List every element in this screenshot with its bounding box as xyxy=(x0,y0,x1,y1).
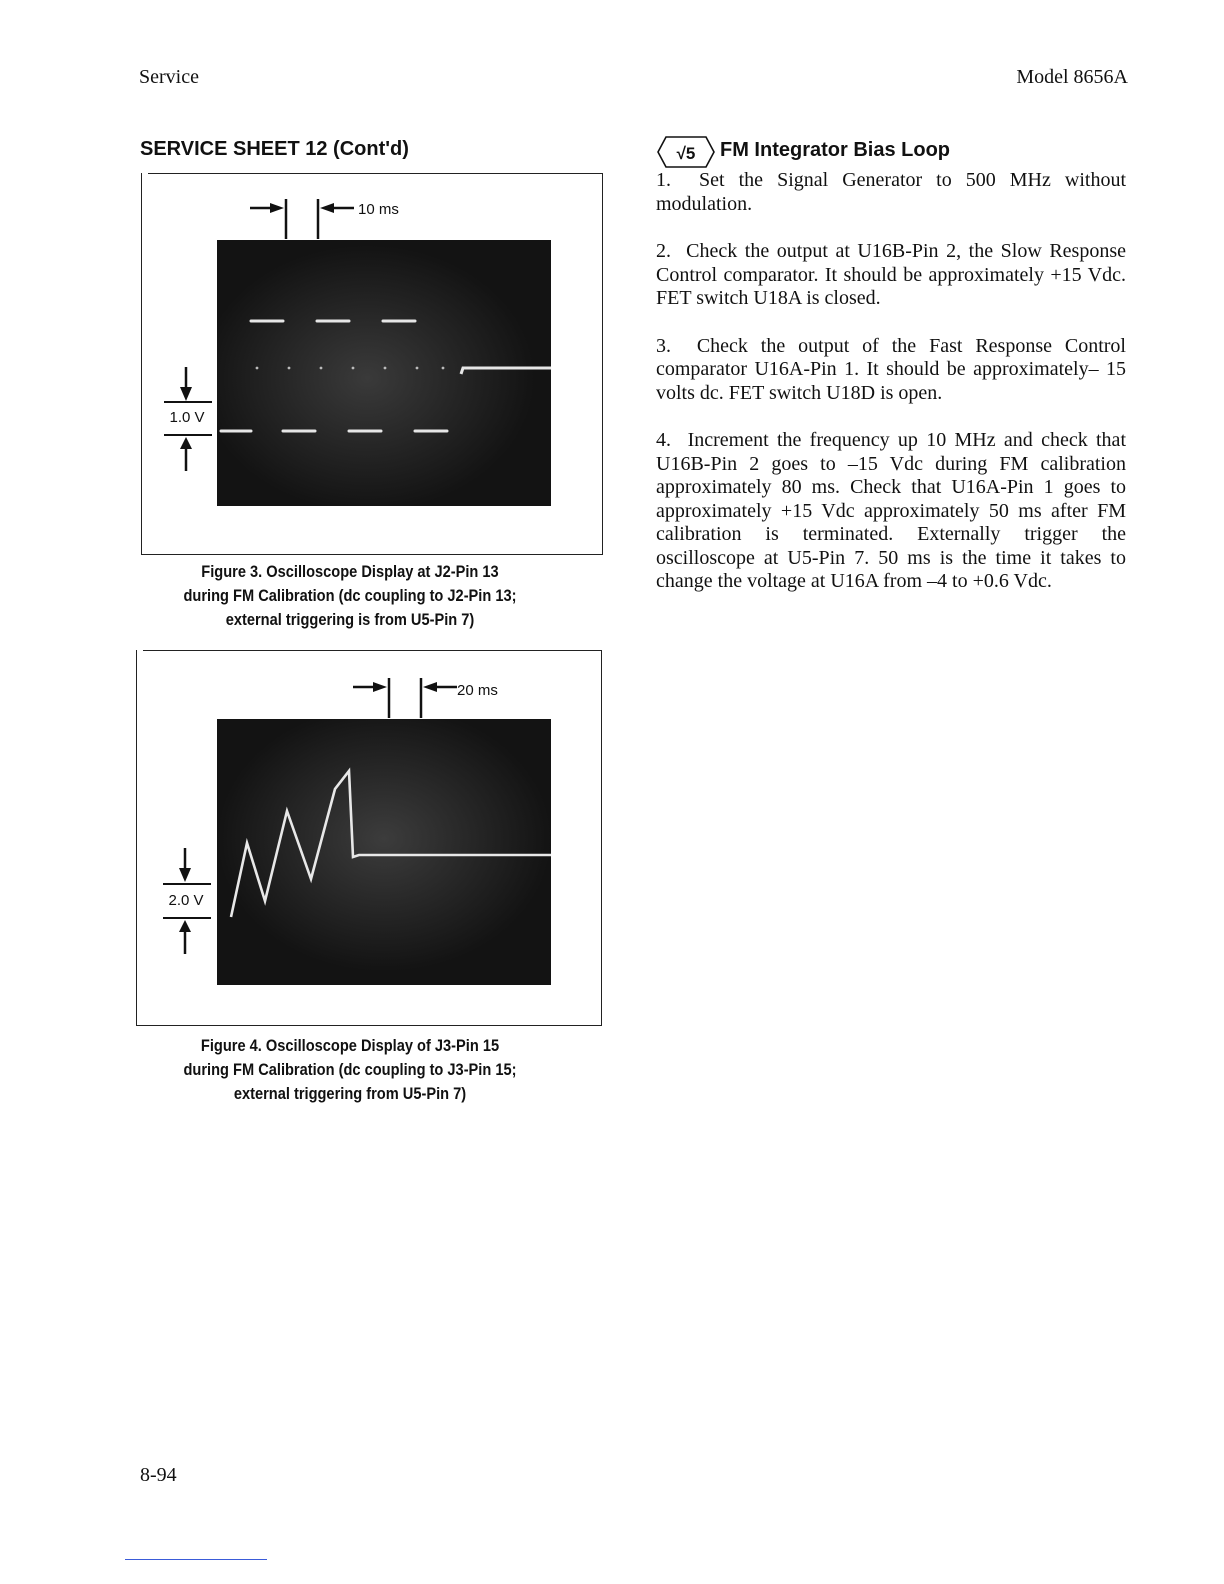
step-text: Check the output of the Fast Response Control comparator U16A-Pin 1. It should be approximately– 15 volts dc. FET switch U18D is open. xyxy=(656,334,1126,404)
step-text: Check the output at U16B-Pin 2, the Slow Response Control comparator. It should be approximately +15 Vdc. FET switch U18A is closed. xyxy=(656,240,1127,309)
caption-line: during FM Calibration (dc coupling to J3-Pin 15; xyxy=(183,1060,517,1079)
check-step-badge-icon xyxy=(656,135,716,169)
page-number: 8-94 xyxy=(140,1464,177,1486)
time-per-division-label: 10 ms xyxy=(358,201,399,218)
running-header-model: Model 8656A xyxy=(1016,66,1128,88)
procedure-step xyxy=(656,429,1126,594)
running-header-section: Service xyxy=(139,66,199,88)
oscilloscope-screen xyxy=(217,240,551,506)
step-number: 3. xyxy=(656,334,671,357)
caption-line: Figure 4. Oscilloscope Display of J3-Pin 15 xyxy=(200,1036,500,1055)
procedure-step xyxy=(656,169,1126,216)
section-title: FM Integrator Bias Loop xyxy=(720,139,950,161)
caption-line: external triggering is from U5-Pin 7) xyxy=(225,610,475,629)
procedure-step xyxy=(656,240,1126,311)
sheet-title: SERVICE SHEET 12 (Cont'd) xyxy=(140,138,409,160)
caption-line: Figure 3. Oscilloscope Display at J2-Pin 13 xyxy=(201,562,499,581)
step-number: 4. xyxy=(656,429,671,451)
section-heading xyxy=(656,135,1126,169)
figure-4-caption xyxy=(118,1034,582,1106)
figure-3-frame xyxy=(141,173,603,555)
step-number: 2. xyxy=(656,240,671,262)
caption-line: external triggering from U5-Pin 7) xyxy=(233,1084,467,1103)
oscilloscope-screen xyxy=(217,719,551,985)
procedure-column xyxy=(656,135,1126,618)
procedure-step xyxy=(656,335,1126,406)
volts-per-division-label: 1.0 V xyxy=(169,409,205,426)
caption-line: during FM Calibration (dc coupling to J2-Pin 13; xyxy=(183,586,517,605)
figure-3-caption xyxy=(118,560,582,632)
step-text: Increment the frequency up 10 MHz and check that U16B-Pin 2 goes to –15 Vdc during FM calibration approximately 80 ms. Check that U16A-Pin 1 goes to approximately +15 Vdc approximately 50 ms after FM calibration is terminated. Externally trigger the oscilloscope at U5-Pin 7. 50 ms is the time it takes to change the voltage at U16A from –4 to +0.6 Vdc. xyxy=(656,429,1126,592)
step-number: 1. xyxy=(656,169,671,191)
footer-rule xyxy=(125,1559,267,1560)
figure-4-frame xyxy=(136,650,602,1026)
badge-text: √5 xyxy=(676,144,696,163)
time-per-division-label: 20 ms xyxy=(457,682,498,699)
volts-per-division-label: 2.0 V xyxy=(168,892,204,909)
step-text: Set the Signal Generator to 500 MHz without modulation. xyxy=(656,169,1127,215)
